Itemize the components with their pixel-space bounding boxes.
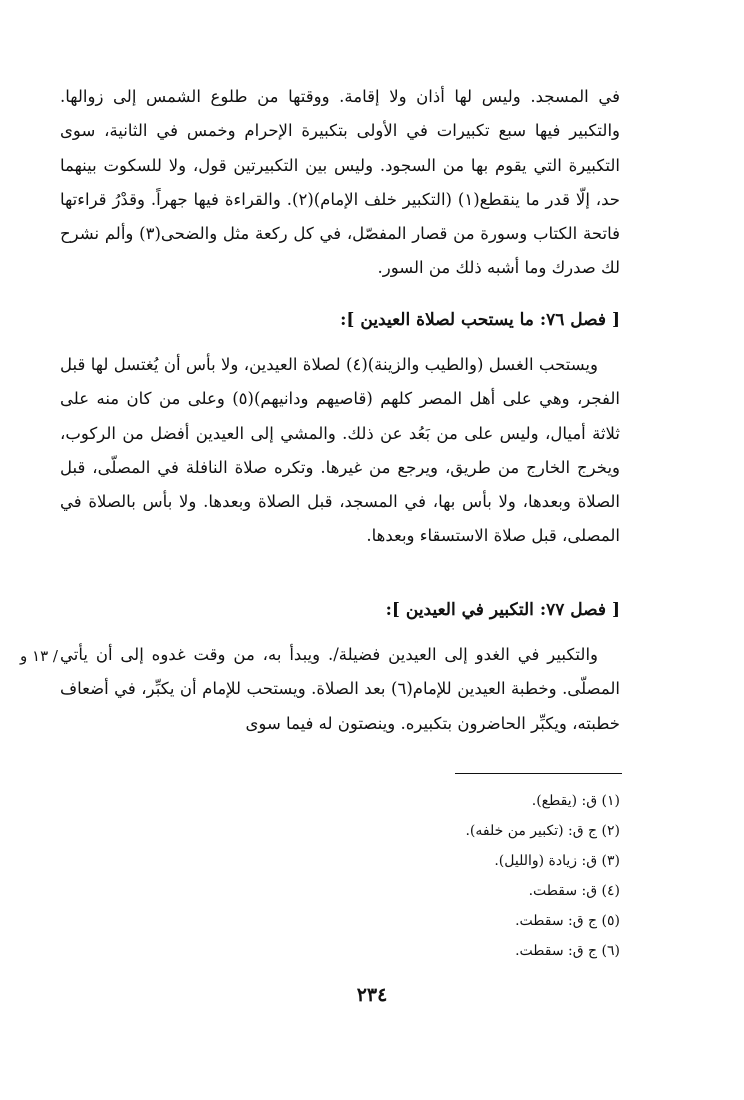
paragraph-eid-takbir [60, 638, 620, 741]
paragraph-eid-recommended-acts [60, 348, 620, 554]
section-heading-77: [ فصل ٧٧: التكبير في العيدين ]: [385, 600, 620, 620]
footnote-divider [455, 773, 622, 774]
paragraph-1-text: في المسجد. وليس لها أذان ولا إقامة. ووقتها من طلوع الشمس إلى زوالها. والتكبير فيها سبع تكبيرات في الأولى بتكبيرة الإحرام وخمس في الثانية، سوى التكبيرة التي يقوم بها من السجود. وليس بين التكبيرتين قول، ولا للسكوت بينهما حد، إلّا قدر ما ينقطع(١) (التكبير خلف الإمام)(٢). والقراءة فيها جهراً. وقدْرُ قراءتها فاتحة الكتاب وسورة من قصار المفصّل، في كل ركعة مثل والضحى(٣) وألم نشرح لك صدرك وما أشبه ذلك من السور. [60, 87, 620, 278]
footnote-4: (٤) ق: سقطت. [528, 883, 620, 899]
page-number: ٢٣٤ [356, 984, 388, 1006]
footnote-6: (٦) ج ق: سقطت. [515, 943, 620, 959]
paragraph-3-text: والتكبير في الغدو إلى العيدين فضيلة/. ويبدأ به، من وقت غدوه إلى أن يأتي المصلّى. وخطبة العيدين للإمام(٦) بعد الصلاة. ويستحب للإمام أن يكبِّر، في أضعاف خطبته، ويكبِّر الحاضرون بتكبيره. وينصتون له فيما سوى [60, 645, 620, 733]
paragraph-2-text: ويستحب الغسل (والطيب والزينة)(٤) لصلاة العيدين، ولا بأس أن يُغتسل لها قبل الفجر، وهي على أهل المصر كلهم (قاصيهم ودانيهم)(٥) وعلى من كان منه على ثلاثة أميال، وليس على من بَعُد عن ذلك. والمشي إلى العيدين أفضل من الركوب، ويخرج الخارج من طريق، ويرجع من غيرها. وتكره صلاة النافلة في المصلّى، قبل الصلاة وبعدها، ولا بأس بها، في المسجد، قبل الصلاة وبعدها. ولا بأس بالصلاة في المصلى، قبل صلاة الاستسقاء وبعدها. [60, 355, 620, 546]
manuscript-folio-marker: / ١٣ و [20, 647, 58, 665]
section-heading-76: [ فصل ٧٦: ما يستحب لصلاة العيدين ]: [340, 310, 620, 330]
footnotes-list [320, 786, 620, 966]
footnote-1: (١) ق: (يقطع). [531, 793, 620, 809]
footnote-2: (٢) ج ق: (تكبير من خلفه). [465, 823, 620, 839]
paragraph-eid-prayer-rules [60, 80, 620, 286]
footnote-5: (٥) ج ق: سقطت. [515, 913, 620, 929]
footnote-3: (٣) ق: زيادة (والليل). [494, 853, 620, 869]
